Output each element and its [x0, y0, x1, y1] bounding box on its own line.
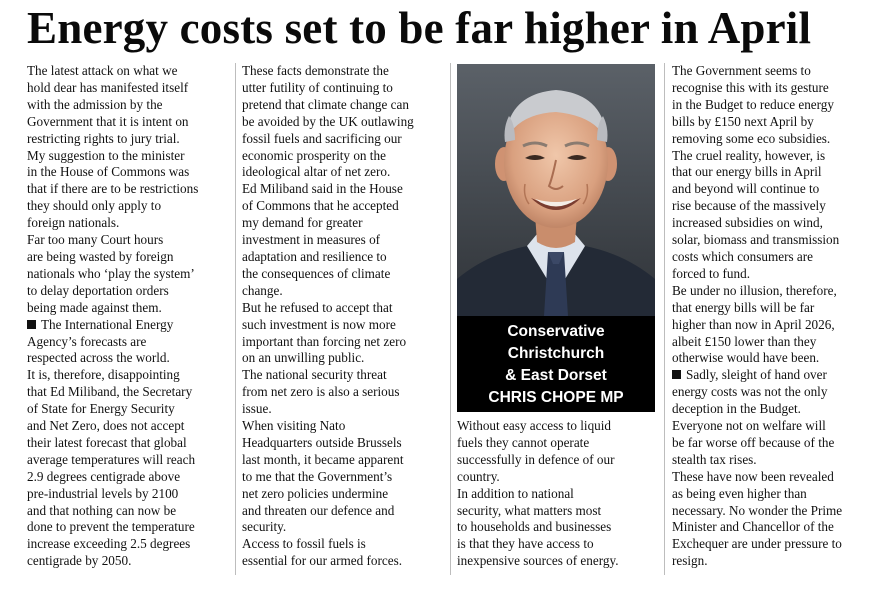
text-line: deception in the Budget.	[672, 401, 801, 417]
text-line: Agency’s forecasts are	[27, 333, 147, 349]
text-line: my demand for greater	[242, 215, 363, 231]
text-line: that Ed Miliband, the Secretary	[27, 384, 193, 400]
text-line: Minister and Chancellor of the	[672, 519, 834, 535]
text-line: The national security threat	[242, 367, 387, 383]
text-line: and beyond will continue to	[672, 181, 820, 197]
text-line: necessary. No wonder the Prime	[672, 502, 843, 518]
text-line: hold dear has manifested itself	[27, 79, 189, 95]
text-line: The cruel reality, however, is	[672, 147, 826, 163]
text-line: rise because of the massively	[672, 198, 826, 214]
text-line: be far worse off because of the	[672, 434, 835, 450]
text-line: that energy bills will be far	[672, 299, 815, 315]
text-line: Sadly, sleight of hand over	[686, 367, 827, 383]
text-line: The International Energy	[41, 316, 174, 332]
text-line: in the House of Commons was	[27, 164, 190, 180]
text-line: These have now been revealed	[672, 468, 834, 484]
text-line: is that they have access to	[457, 536, 594, 552]
text-line: The latest attack on what we	[27, 63, 178, 78]
text-line: of State for Energy Security	[27, 401, 175, 417]
text-line: as being even higher than	[672, 485, 807, 501]
text-line: stealth tax rises.	[672, 451, 757, 467]
text-line: pre-industrial levels by 2100	[27, 485, 179, 501]
text-line: change.	[242, 282, 283, 298]
text-line: security, what matters most	[457, 502, 602, 518]
text-line: albeit £150 lower than they	[672, 333, 817, 349]
text-line: Be under no illusion, therefore,	[672, 282, 837, 298]
text-line: fuels they cannot operate	[457, 434, 590, 450]
text-line: ideological altar of net zero.	[242, 164, 391, 180]
text-line: respected across the world.	[27, 350, 170, 366]
bullet-square-icon	[27, 320, 36, 329]
article-column-4	[672, 63, 872, 570]
caption-mp-name: CHRIS CHOPE MP	[488, 389, 624, 406]
text-line: forced to fund.	[672, 265, 750, 281]
text-line: Far too many Court hours	[27, 232, 164, 248]
text-line: and that nothing can now be	[27, 502, 177, 518]
bullet-line	[672, 367, 872, 384]
text-line: Everyone not on welfare will	[672, 418, 826, 434]
text-line: foreign nationals.	[27, 215, 120, 231]
text-line: pretend that climate change can	[242, 96, 409, 112]
text-line: 2.9 degrees centigrade above	[27, 468, 181, 484]
text-line: their latest forecast that global	[27, 434, 187, 450]
text-line: increase exceeding 2.5 degrees	[27, 536, 191, 552]
text-line: restricting rights to jury trial.	[27, 130, 180, 146]
text-line: they should only apply to	[27, 198, 162, 214]
text-line: solar, biomass and transmission	[672, 232, 840, 248]
text-line: economic prosperity on the	[242, 147, 386, 163]
text-line: nationals who ‘play the system’	[27, 265, 195, 281]
text-line: Access to fossil fuels is	[242, 536, 366, 552]
column-divider	[450, 63, 451, 575]
text-line: removing some eco subsidies.	[672, 130, 831, 146]
article-column-3	[457, 418, 657, 570]
text-line: centigrade by 2050.	[27, 553, 132, 569]
text-line: fossil fuels and sacrificing our	[242, 130, 402, 146]
text-line: to delay deportation orders	[27, 282, 169, 298]
article-column-2	[242, 63, 442, 570]
text-line: issue.	[242, 401, 272, 417]
caption-constituency-2: & East Dorset	[505, 367, 607, 384]
text-line: otherwise would have been.	[672, 350, 820, 366]
text-line: costs which consumers are	[672, 248, 813, 264]
text-line: and Net Zero, does not accept	[27, 418, 185, 434]
text-line: being made against them.	[27, 299, 162, 315]
text-line: inexpensive sources of energy.	[457, 553, 619, 569]
text-line: to me that the Government’s	[242, 468, 393, 484]
text-line: security.	[242, 519, 287, 535]
text-line: be avoided by the UK outlawing	[242, 113, 414, 129]
text-line: on an unwilling public.	[242, 350, 365, 366]
text-line: the consequences of climate	[242, 265, 391, 281]
text-line: These facts demonstrate the	[242, 63, 389, 78]
text-line: bills by £150 next April by	[672, 113, 814, 129]
headline: Energy costs set to be far higher in April	[27, 3, 812, 53]
text-line: from net zero is also a serious	[242, 384, 400, 400]
caption-party: Conservative	[507, 323, 605, 340]
text-line: to households and businesses	[457, 519, 612, 535]
text-line: done to prevent the temperature	[27, 519, 195, 535]
text-line: net zero policies undermine	[242, 485, 389, 501]
text-line: increased subsidies on wind,	[672, 215, 823, 231]
article-column-1	[27, 63, 227, 570]
photo-caption	[457, 316, 655, 412]
text-line: resign.	[672, 553, 708, 569]
bullet-line	[27, 317, 227, 334]
text-line: Headquarters outside Brussels	[242, 434, 402, 450]
mp-portrait-photo	[457, 64, 655, 316]
portrait-illustration	[457, 64, 655, 316]
text-line: average temperatures will reach	[27, 451, 196, 467]
text-line: successfully in defence of our	[457, 451, 615, 467]
text-line: last month, it became apparent	[242, 451, 404, 467]
text-line: Exchequer are under pressure to	[672, 536, 842, 552]
text-line: important than forcing net zero	[242, 333, 407, 349]
caption-constituency: Christchurch	[507, 345, 605, 362]
text-line: and threaten our defence and	[242, 502, 395, 518]
text-line: investment in measures of	[242, 232, 381, 248]
text-line: Without easy access to liquid	[457, 418, 612, 433]
text-line: that if there are to be restrictions	[27, 181, 199, 197]
text-line: that our energy bills in April	[672, 164, 822, 180]
text-line: The Government seems to	[672, 63, 811, 78]
text-line: in the Budget to reduce energy	[672, 96, 834, 112]
text-line: But he refused to accept that	[242, 299, 393, 315]
text-line: higher than now in April 2026,	[672, 316, 835, 332]
text-line: It is, therefore, disappointing	[27, 367, 180, 383]
text-line: essential for our armed forces.	[242, 553, 403, 569]
text-line: country.	[457, 468, 500, 484]
text-line: are being wasted by foreign	[27, 248, 174, 264]
bullet-square-icon	[672, 370, 681, 379]
text-line: such investment is now more	[242, 316, 396, 332]
text-line: Government that it is intent on	[27, 113, 189, 129]
text-line: energy costs was not the only	[672, 384, 828, 400]
text-line: My suggestion to the minister	[27, 147, 185, 163]
text-line: utter futility of continuing to	[242, 79, 393, 95]
text-line: Ed Miliband said in the House	[242, 181, 403, 197]
text-line: with the admission by the	[27, 96, 163, 112]
text-line: When visiting Nato	[242, 418, 346, 434]
text-line: of Commons that he accepted	[242, 198, 399, 214]
text-line: recognise this with its gesture	[672, 79, 829, 95]
text-line: adaptation and resilience to	[242, 248, 387, 264]
column-divider	[664, 63, 665, 575]
text-line: In addition to national	[457, 485, 574, 501]
column-divider	[235, 63, 236, 575]
